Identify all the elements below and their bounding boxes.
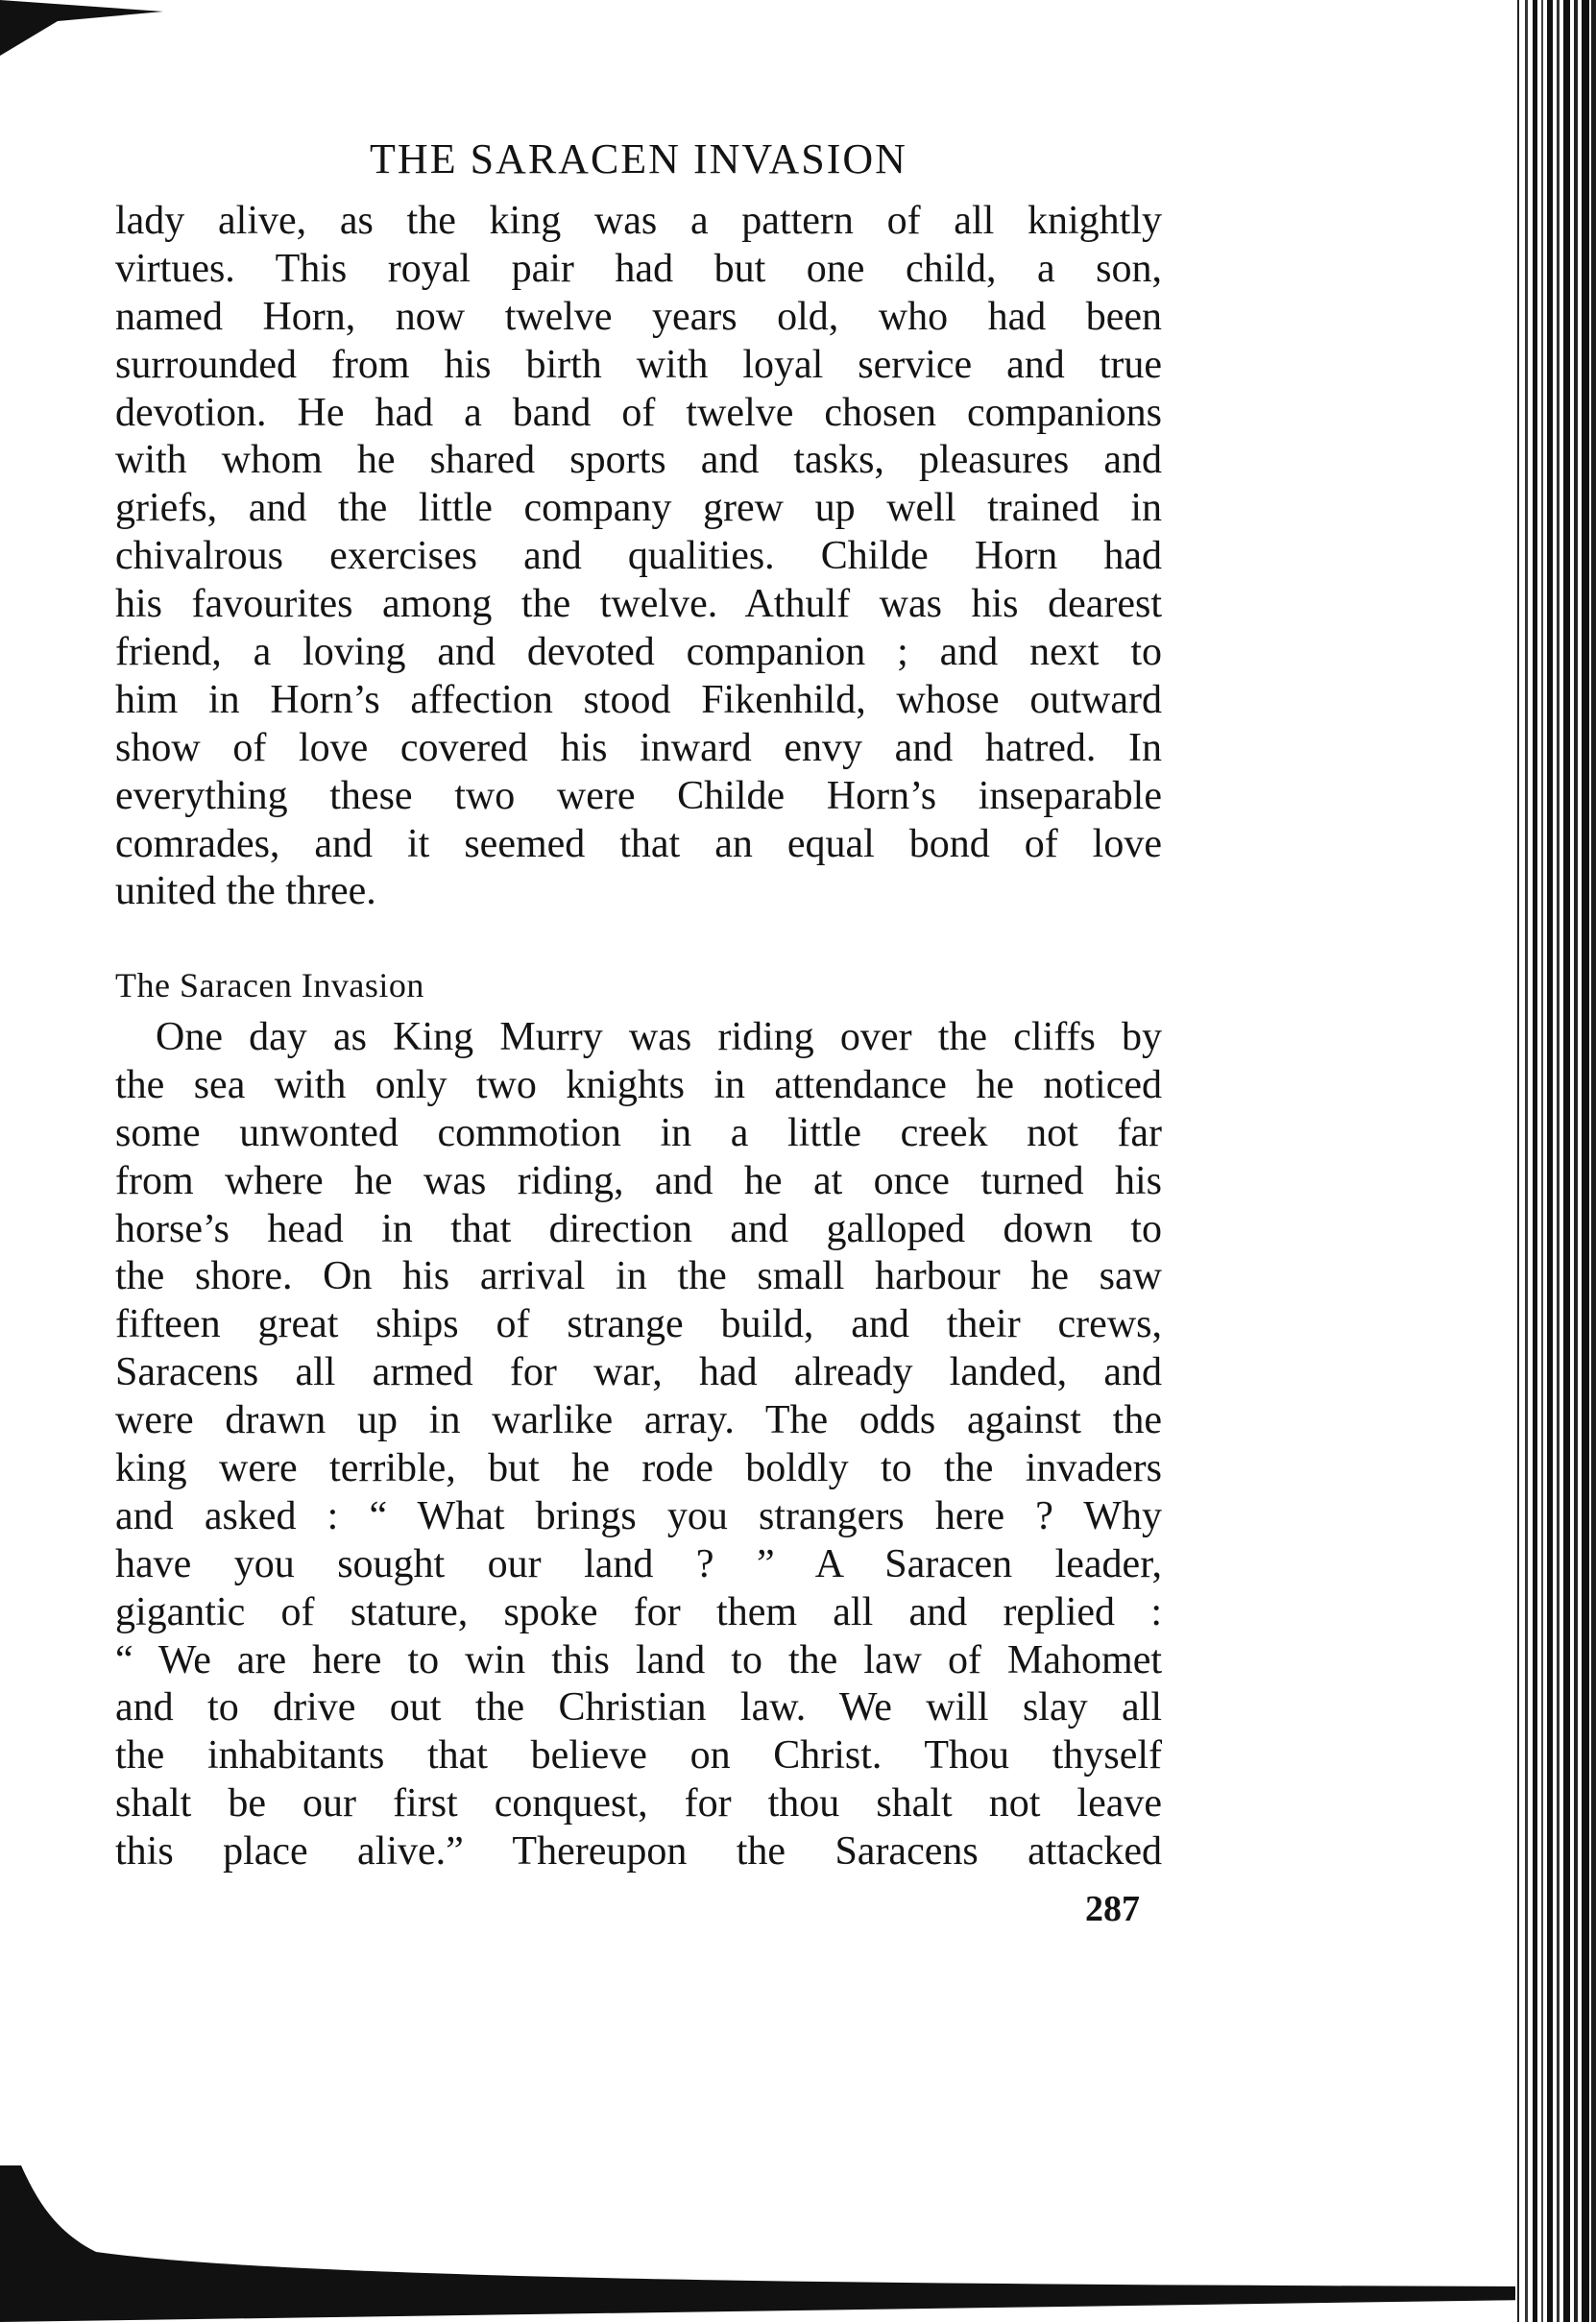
text-line: comrades, and it seemed that an equal bond of love xyxy=(115,821,1162,866)
page-number: 287 xyxy=(1085,1889,1140,1929)
text-line: and to drive out the Christian law. We will slay all xyxy=(115,1685,1162,1730)
text-line: friend, a loving and devoted companion ; and next to xyxy=(115,630,1162,675)
running-head: THE SARACEN INVASION xyxy=(370,135,907,182)
text-line: show of love covered his inward envy and hatred. In xyxy=(115,725,1162,770)
text-line: have you sought our land ? ” A Saracen leader, xyxy=(115,1541,1162,1586)
text-line: lady alive, as the king was a pattern of all knightly xyxy=(115,199,1162,243)
text-line: “ We are here to win this land to the law of Mahomet xyxy=(115,1637,1162,1682)
text-line: with whom he shared sports and tasks, pleasures and xyxy=(115,438,1162,483)
scan-edge-mark-bottom xyxy=(0,2165,1527,2322)
text-line: from where he was riding, and he at once turned his xyxy=(115,1158,1162,1203)
text-line: virtues. This royal pair had but one child, a son, xyxy=(115,246,1162,291)
text-line: fifteen great ships of strange build, and their crews, xyxy=(115,1302,1162,1347)
text-line: the inhabitants that believe on Christ. Thou thyself xyxy=(115,1733,1162,1778)
text-line: devotion. He had a band of twelve chosen companions xyxy=(115,390,1162,435)
text-line: horse’s head in that direction and galloped down to xyxy=(115,1206,1162,1251)
text-line: united the three. xyxy=(115,869,376,914)
text-line: chivalrous exercises and qualities. Childe Horn had xyxy=(115,534,1162,579)
text-line: his favourites among the twelve. Athulf was his dearest xyxy=(115,582,1162,627)
text-line xyxy=(115,1014,1162,1062)
text-line: this place alive.” Thereupon the Saracens attacked xyxy=(115,1829,1162,1875)
book-binding-edge xyxy=(1515,0,1596,2322)
text-line: griefs, and the little company grew up well trained in xyxy=(115,486,1162,531)
text-line: him in Horn’s affection stood Fikenhild, whose outward xyxy=(115,677,1162,722)
text-line: the shore. On his arrival in the small harbour he saw xyxy=(115,1254,1162,1299)
text-line-content: One day as King Murry was riding over the cliffs by xyxy=(156,1015,1162,1059)
paragraph-2 xyxy=(115,1014,1162,1876)
text-line: some unwonted commotion in a little creek not far xyxy=(115,1110,1162,1155)
text-line: gigantic of stature, spoke for them all and replied : xyxy=(115,1589,1162,1634)
text-line: Saracens all armed for war, had already landed, and xyxy=(115,1350,1162,1395)
text-line: the sea with only two knights in attendance he noticed xyxy=(115,1062,1162,1107)
text-line: king were terrible, but he rode boldly to the invaders xyxy=(115,1446,1162,1491)
paragraph-1 xyxy=(115,198,1162,916)
text-line: named Horn, now twelve years old, who had been xyxy=(115,294,1162,339)
section-heading: The Saracen Invasion xyxy=(115,966,424,1004)
text-line: surrounded from his birth with loyal service and true xyxy=(115,342,1162,387)
text-line: shalt be our first conquest, for thou shalt not leave xyxy=(115,1781,1162,1826)
text-line: and asked : “ What brings you strangers here ? Why xyxy=(115,1493,1162,1538)
text-line: were drawn up in warlike array. The odds against the xyxy=(115,1398,1162,1443)
scan-edge-mark-top xyxy=(0,0,163,58)
text-line: everything these two were Childe Horn’s inseparable xyxy=(115,773,1162,818)
